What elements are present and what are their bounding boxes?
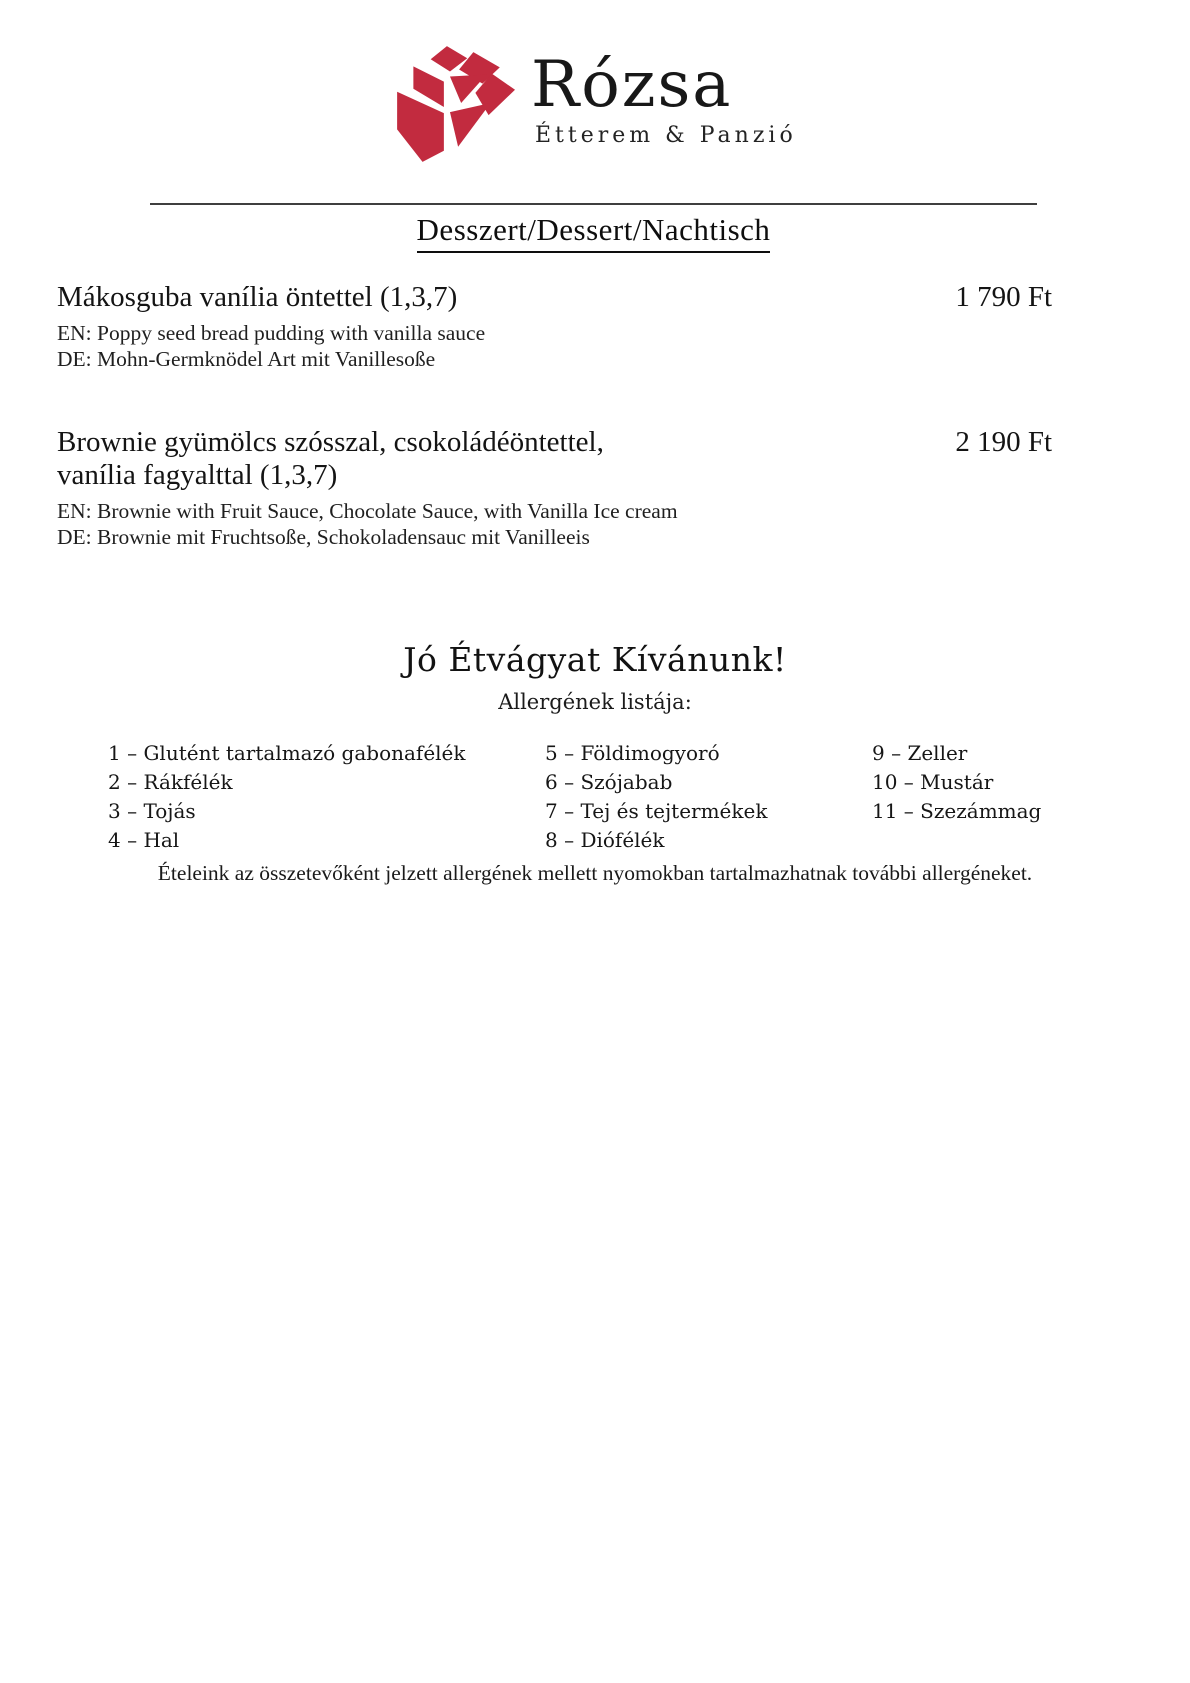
farewell-heading: Jó Étvágyat Kívánunk! — [403, 640, 787, 679]
menu-item — [57, 281, 1052, 372]
restaurant-logo — [385, 42, 797, 166]
allergen-entry: 2 – Rákfélék — [108, 770, 233, 794]
brand-tagline: Étterem & Panzió — [535, 123, 797, 149]
menu-item-name-line: vanília fagyalttal (1,3,7) — [57, 459, 338, 491]
menu-item-price: 2 190 Ft — [955, 426, 1052, 458]
allergen-column — [872, 739, 1098, 855]
allergen-entry: 4 – Hal — [108, 828, 180, 852]
menu-item-name-line: Mákosguba vanília öntettel (1,3,7) — [57, 281, 458, 313]
allergen-entry: 3 – Tojás — [108, 799, 196, 823]
rose-icon — [385, 42, 519, 166]
allergen-entry: 6 – Szójabab — [545, 770, 673, 794]
allergen-entry: 5 – Földimogyoró — [545, 741, 720, 765]
menu-item-name — [57, 281, 1052, 314]
allergen-columns — [108, 739, 1098, 855]
allergen-column — [545, 739, 872, 855]
page-title: Desszert/Dessert/Nachtisch — [417, 212, 771, 253]
menu-item-name — [57, 426, 1052, 492]
menu-item-translation-de: DE: Brownie mit Fruchtsoße, Schokoladensauc mit Vanilleeis — [57, 525, 590, 549]
allergen-list-title: Allergének listája: — [498, 690, 692, 714]
allergen-entry: 11 – Szezámmag — [872, 799, 1042, 823]
menu-item-price: 1 790 Ft — [955, 281, 1052, 313]
menu-item-translation-en: EN: Brownie with Fruit Sauce, Chocolate Sauce, with Vanilla Ice cream — [57, 499, 678, 523]
allergen-entry: 10 – Mustár — [872, 770, 994, 794]
menu-item-name-line: Brownie gyümölcs szósszal, csokoládéöntettel, — [57, 426, 604, 458]
menu-item — [57, 426, 1052, 550]
brand-name: Rózsa — [531, 48, 733, 122]
section-title-row — [150, 212, 1037, 253]
allergen-disclaimer: Ételeink az összetevőként jelzett allergének mellett nyomokban tartalmazhatnak további allergéneket. — [157, 861, 1033, 885]
allergen-column — [108, 739, 545, 855]
allergen-entry: 7 – Tej és tejtermékek — [545, 799, 768, 823]
allergen-entry: 9 – Zeller — [872, 741, 968, 765]
menu-item-translation-de: DE: Mohn-Germknödel Art mit Vanillesoße — [57, 347, 436, 371]
logo-text — [531, 42, 797, 148]
header-divider — [150, 203, 1037, 205]
allergen-entry: 1 – Glutént tartalmazó gabonafélék — [108, 741, 466, 765]
menu-item-translation-en: EN: Poppy seed bread pudding with vanilla sauce — [57, 321, 486, 345]
allergen-entry: 8 – Diófélék — [545, 828, 665, 852]
